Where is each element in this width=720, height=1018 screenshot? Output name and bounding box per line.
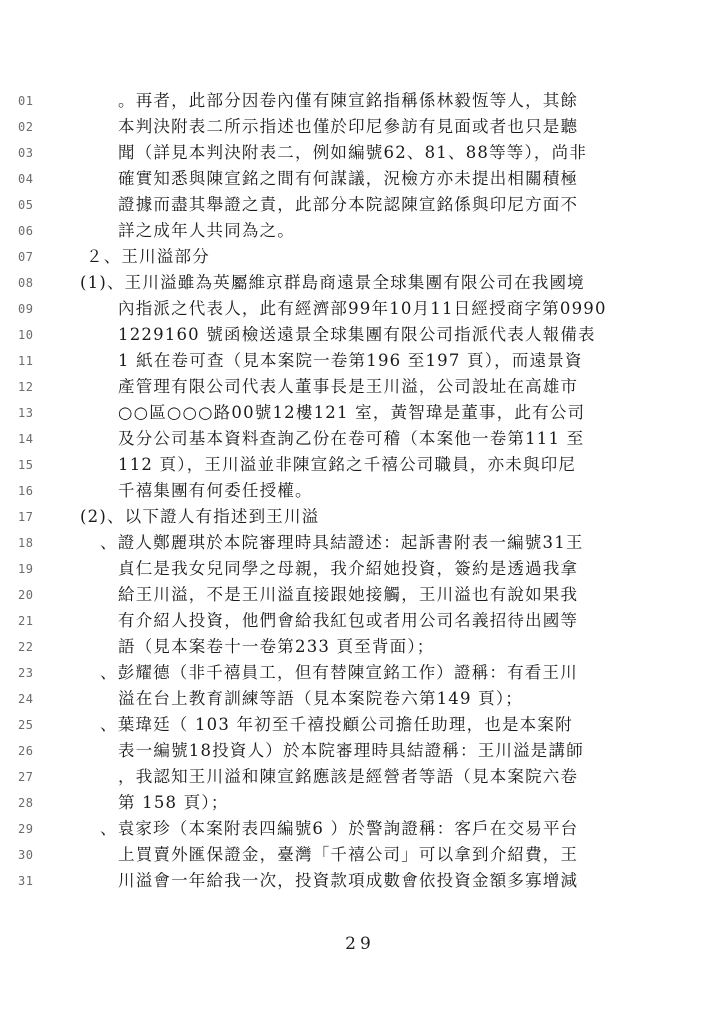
line-text: 證據而盡其舉證之責，此部分本院認陳宣銘係與印尼方面不 — [118, 195, 579, 214]
line-number: 21 — [18, 614, 34, 628]
line-number: 13 — [18, 406, 34, 420]
line-text: 、葉瑋廷（ 103 年初至千禧投顧公司擔任助理，也是本案附 — [100, 715, 573, 734]
text-line — [0, 868, 720, 894]
text-line — [0, 608, 720, 634]
line-text: 千禧集團有何委任授權。 — [118, 481, 313, 500]
text-line — [0, 660, 720, 686]
text-line — [0, 140, 720, 166]
text-line — [0, 88, 720, 114]
line-number: 18 — [18, 536, 34, 550]
subsection-heading: (2)、以下證人有指述到王川溢 — [80, 507, 320, 526]
text-line — [0, 322, 720, 348]
line-text: 、彭耀德（非千禧員工，但有替陳宣銘工作）證稱：有看王川 — [100, 663, 578, 682]
page-number: 29 — [345, 934, 375, 954]
text-line — [0, 790, 720, 816]
line-text: (1)、王川溢雖為英屬維京群島商遠景全球集團有限公司在我國境 — [80, 273, 585, 292]
line-text: 表一編號18投資人）於本院審理時具結證稱：王川溢是講師 — [118, 741, 584, 760]
text-line — [0, 400, 720, 426]
line-number: 11 — [18, 354, 34, 368]
text-line — [0, 114, 720, 140]
line-text: 第 158 頁）； — [118, 793, 229, 812]
line-text: ，我認知王川溢和陳宣銘應該是經營者等語（見本案院六卷 — [118, 767, 579, 786]
line-number: 03 — [18, 146, 34, 160]
line-number: 22 — [18, 640, 34, 654]
line-number: 20 — [18, 588, 34, 602]
line-text: 、袁家珍（本案附表四編號6 ）於警詢證稱：客戶在交易平台 — [100, 819, 579, 838]
text-line — [0, 452, 720, 478]
line-number: 04 — [18, 172, 34, 186]
text-line — [0, 764, 720, 790]
line-number: 26 — [18, 744, 34, 758]
line-text: 確實知悉與陳宣銘之間有何謀議，況檢方亦未提出相關積極 — [118, 169, 579, 188]
line-number: 31 — [18, 874, 34, 888]
line-number: 30 — [18, 848, 34, 862]
line-number: 09 — [18, 302, 34, 316]
line-number: 24 — [18, 692, 34, 706]
line-text: 詳之成年人共同為之。 — [118, 221, 295, 240]
line-number: 25 — [18, 718, 34, 732]
line-number: 02 — [18, 120, 34, 134]
text-line — [0, 426, 720, 452]
line-text: 川溢會一年給我一次，投資款項成數會依投資金額多寡增減 — [118, 871, 579, 890]
line-text: 給王川溢，不是王川溢直接跟她接觸，王川溢也有說如果我 — [118, 585, 579, 604]
text-line — [0, 296, 720, 322]
text-line — [0, 634, 720, 660]
text-line — [0, 556, 720, 582]
text-line — [0, 842, 720, 868]
line-number: 15 — [18, 458, 34, 472]
line-text: 、證人鄭麗琪於本院審理時具結證述：起訴書附表一編號31王 — [100, 533, 584, 552]
line-text: 112 頁），王川溢並非陳宣銘之千禧公司職員，亦未與印尼 — [118, 455, 577, 474]
line-text: 語（見本案卷十一卷第233 頁至背面）； — [118, 637, 435, 656]
text-line — [0, 348, 720, 374]
text-line — [0, 686, 720, 712]
line-text: 本判決附表二所示指述也僅於印尼參訪有見面或者也只是聽 — [118, 117, 579, 136]
line-number: 29 — [18, 822, 34, 836]
line-number: 27 — [18, 770, 34, 784]
text-line — [0, 192, 720, 218]
line-number: 05 — [18, 198, 34, 212]
line-text: 貞仁是我女兒同學之母親，我介紹她投資，簽約是透過我拿 — [118, 559, 579, 578]
line-text: ○○區○○○路00號12樓121 室，黃智瑋是董事，此有公司 — [118, 403, 586, 422]
line-number: 17 — [18, 510, 34, 524]
line-number: 10 — [18, 328, 34, 342]
line-text: 有介紹人投資，他們會給我紅包或者用公司名義招待出國等 — [118, 611, 579, 630]
text-line — [0, 816, 720, 842]
text-line — [0, 374, 720, 400]
line-number: 28 — [18, 796, 34, 810]
line-number: 07 — [18, 250, 34, 264]
line-text: 聞（詳見本判決附表二，例如編號62、81、88等等），尚非 — [118, 143, 588, 162]
line-text: 溢在台上教育訓練等語（見本案院卷六第149 頁）； — [118, 689, 523, 708]
line-number: 01 — [18, 94, 34, 108]
text-line — [0, 530, 720, 556]
text-line — [0, 218, 720, 244]
text-line — [0, 738, 720, 764]
line-number: 12 — [18, 380, 34, 394]
line-number: 14 — [18, 432, 34, 446]
text-line — [0, 504, 720, 530]
text-line — [0, 166, 720, 192]
line-text: 內指派之代表人，此有經濟部99年10月11日經授商字第0990 — [118, 299, 607, 318]
text-line — [0, 712, 720, 738]
text-line — [0, 270, 720, 296]
text-line — [0, 244, 720, 270]
line-text: 上買賣外匯保證金，臺灣「千禧公司」可以拿到介紹費，王 — [118, 845, 579, 864]
section-heading: ２、王川溢部分 — [86, 247, 210, 266]
line-text: 產管理有限公司代表人董事長是王川溢，公司設址在高雄市 — [118, 377, 579, 396]
line-number: 16 — [18, 484, 34, 498]
line-number: 06 — [18, 224, 34, 238]
line-number: 19 — [18, 562, 34, 576]
line-text: 。再者，此部分因卷內僅有陳宣銘指稱係林毅恆等人，其餘 — [118, 91, 579, 110]
text-line — [0, 478, 720, 504]
text-line — [0, 582, 720, 608]
line-text: 1229160 號函檢送遠景全球集團有限公司指派代表人報備表 — [118, 325, 596, 344]
line-text: 及分公司基本資料查詢乙份在卷可稽（本案他一卷第111 至 — [118, 429, 585, 448]
line-number: 23 — [18, 666, 34, 680]
line-number: 08 — [18, 276, 34, 290]
line-text: 1 紙在卷可查（見本案院一卷第196 至197 頁），而遠景資 — [118, 351, 583, 370]
